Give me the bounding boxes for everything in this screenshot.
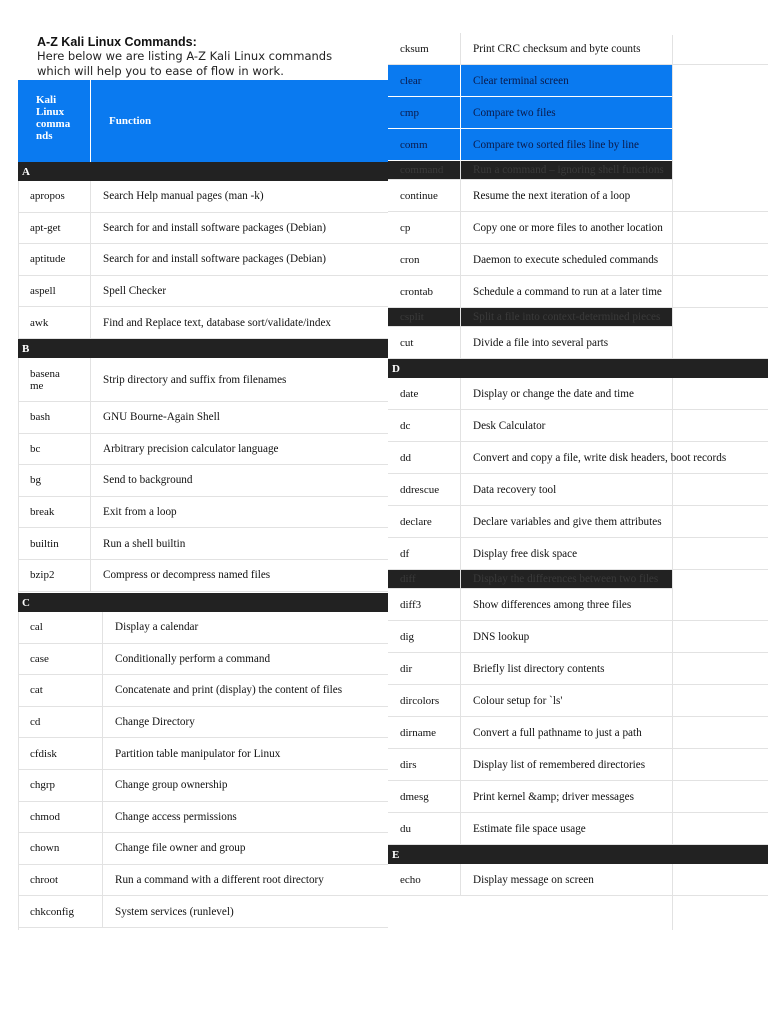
command-name: dirs — [388, 749, 461, 780]
command-name: cksum — [388, 33, 461, 64]
command-name: cd — [18, 707, 103, 738]
command-name: cmp — [388, 97, 461, 128]
command-description: System services (runlevel) — [115, 905, 234, 918]
command-name: break — [18, 497, 91, 528]
section-header-d: D — [388, 359, 768, 378]
command-name: chown — [18, 833, 103, 864]
table-row — [388, 161, 672, 180]
command-description: Split a file into context-determined pieces — [473, 311, 661, 323]
command-description: Data recovery tool — [473, 483, 557, 496]
table-row — [388, 813, 768, 845]
command-name: bg — [18, 465, 91, 496]
document-subtitle: Here below we are listing A-Z Kali Linux commands which will help you to ease of flow in work. — [37, 49, 333, 78]
table-row — [388, 244, 768, 276]
table-row — [18, 675, 388, 707]
command-description: Run a command – ignoring shell functions — [473, 164, 664, 176]
command-name: clear — [388, 65, 461, 96]
table-row — [388, 129, 672, 161]
command-description: Search for and install software packages (Debian) — [103, 221, 327, 234]
command-description: Change group ownership — [115, 779, 228, 792]
command-name: declare — [388, 506, 461, 537]
table-row — [388, 97, 672, 129]
command-description: Compare two files — [473, 106, 556, 119]
section-header-a: A — [18, 162, 388, 181]
command-name: crontab — [388, 276, 461, 307]
command-description: Compress or decompress named files — [103, 569, 271, 582]
command-description: Display message on screen — [473, 873, 594, 886]
command-name: bc — [18, 434, 91, 465]
table-row — [388, 653, 768, 685]
command-description: Schedule a command to run at a later time — [473, 285, 662, 298]
command-name: diff — [388, 570, 461, 588]
header-commands-label: Kali Linux comma nds — [18, 80, 91, 162]
table-row — [18, 402, 388, 434]
command-name: dd — [388, 442, 461, 473]
command-name: bash — [18, 402, 91, 433]
command-name: dmesg — [388, 781, 461, 812]
table-row — [18, 307, 388, 339]
command-description: Convert and copy a file, write disk headers, boot records — [473, 451, 727, 464]
command-description: Estimate file space usage — [473, 822, 586, 835]
command-name: chroot — [18, 865, 103, 896]
command-name: du — [388, 813, 461, 844]
table-row — [18, 738, 388, 770]
command-description: Exit from a loop — [103, 506, 177, 519]
command-name: dircolors — [388, 685, 461, 716]
table-row — [18, 802, 388, 834]
command-description: Run a command with a different root directory — [115, 874, 324, 887]
command-name: cp — [388, 212, 461, 243]
command-description: Compare two sorted files line by line — [473, 138, 639, 151]
command-description: Send to background — [103, 474, 193, 487]
command-description: Convert a full pathname to just a path — [473, 726, 642, 739]
command-description: Find and Replace text, database sort/validate/index — [103, 316, 332, 329]
table-row — [18, 244, 388, 276]
command-description: DNS lookup — [473, 630, 530, 643]
command-name: ddrescue — [388, 474, 461, 505]
command-name: comm — [388, 129, 461, 160]
command-name: dc — [388, 410, 461, 441]
table-row — [18, 770, 388, 802]
command-description: Print kernel &amp; driver messages — [473, 790, 634, 803]
table-row — [388, 180, 768, 212]
section-header-c: C — [18, 593, 388, 612]
command-name: chgrp — [18, 770, 103, 801]
table-row — [18, 896, 388, 928]
command-description: Run a shell builtin — [103, 537, 186, 550]
command-name: apt-get — [18, 213, 91, 244]
table-row — [388, 506, 768, 538]
table-row — [388, 538, 768, 570]
table-row — [388, 410, 768, 442]
table-row — [388, 308, 672, 327]
command-description: Briefly list directory contents — [473, 662, 605, 675]
table-row — [388, 749, 768, 781]
command-description: Print CRC checksum and byte counts — [473, 42, 641, 55]
command-description: Change Directory — [115, 716, 195, 729]
command-description: Display free disk space — [473, 547, 578, 560]
table-row — [18, 465, 388, 497]
command-name: builtin — [18, 528, 91, 559]
command-name: aspell — [18, 276, 91, 307]
command-name: aptitude — [18, 244, 91, 275]
command-name: cron — [388, 244, 461, 275]
command-description: Arbitrary precision calculator language — [103, 442, 279, 455]
table-row — [388, 621, 768, 653]
command-description: Resume the next iteration of a loop — [473, 189, 631, 202]
command-description: Display the differences between two files — [473, 573, 659, 585]
table-row — [388, 717, 768, 749]
table-row — [388, 33, 768, 65]
command-name: cut — [388, 327, 461, 358]
table-row — [388, 212, 768, 244]
table-row — [388, 589, 768, 621]
command-name: cal — [18, 612, 103, 643]
command-name: chmod — [18, 802, 103, 833]
command-description: Conditionally perform a command — [115, 652, 271, 665]
command-description: Copy one or more files to another location — [473, 221, 663, 234]
table-row — [18, 833, 388, 865]
header-function-label: Function — [109, 115, 152, 127]
command-description: Display a calendar — [115, 621, 199, 634]
command-name: csplit — [388, 308, 461, 326]
command-name: continue — [388, 180, 461, 211]
table-row — [388, 65, 672, 97]
command-description: Concatenate and print (display) the content of files — [115, 684, 343, 697]
table-row — [388, 442, 768, 474]
table-row — [18, 181, 388, 213]
section-header-b: B — [18, 339, 388, 358]
command-name: echo — [388, 864, 461, 895]
table-row — [18, 358, 388, 402]
command-name: dir — [388, 653, 461, 684]
command-description: GNU Bourne-Again Shell — [103, 411, 220, 424]
table-header — [18, 80, 388, 162]
command-name: basena me — [18, 358, 91, 401]
table-row — [388, 474, 768, 506]
table-row — [388, 570, 672, 589]
command-name: dig — [388, 621, 461, 652]
table-row — [388, 276, 768, 308]
command-name: apropos — [18, 181, 91, 212]
command-description: Declare variables and give them attributes — [473, 515, 662, 528]
command-name: bzip2 — [18, 560, 91, 591]
command-description: Partition table manipulator for Linux — [115, 747, 281, 760]
command-description: Search Help manual pages (man -k) — [103, 190, 264, 203]
command-name: cat — [18, 675, 103, 706]
table-row — [388, 781, 768, 813]
table-row — [18, 276, 388, 308]
table-row — [18, 497, 388, 529]
table-row — [18, 528, 388, 560]
command-description: Daemon to execute scheduled commands — [473, 253, 659, 266]
table-row — [18, 644, 388, 676]
table-row — [18, 560, 388, 592]
command-description: Colour setup for `ls' — [473, 694, 563, 707]
table-row — [388, 327, 768, 359]
command-description: Strip directory and suffix from filenames — [103, 373, 287, 386]
command-name: command — [388, 161, 461, 179]
table-row — [388, 378, 768, 410]
table-row — [388, 685, 768, 717]
document-title: A-Z Kali Linux Commands: — [37, 35, 197, 49]
table-row — [18, 434, 388, 466]
command-name: df — [388, 538, 461, 569]
command-name: date — [388, 378, 461, 409]
command-description: Desk Calculator — [473, 419, 546, 432]
table-row — [18, 865, 388, 897]
table-row — [18, 612, 388, 644]
command-name: case — [18, 644, 103, 675]
command-name: cfdisk — [18, 738, 103, 769]
table-row — [18, 213, 388, 245]
section-header-e: E — [388, 845, 768, 864]
command-name: awk — [18, 307, 91, 338]
command-description: Change access permissions — [115, 810, 237, 823]
command-description: Divide a file into several parts — [473, 336, 609, 349]
command-description: Change file owner and group — [115, 842, 246, 855]
table-row — [18, 707, 388, 739]
command-name: chkconfig — [18, 896, 103, 927]
table-row — [388, 864, 768, 896]
command-description: Clear terminal screen — [473, 74, 569, 87]
command-description: Display or change the date and time — [473, 387, 634, 400]
command-name: dirname — [388, 717, 461, 748]
command-description: Search for and install software packages (Debian) — [103, 253, 327, 266]
command-description: Spell Checker — [103, 285, 167, 298]
command-name: diff3 — [388, 589, 461, 620]
command-description: Display list of remembered directories — [473, 758, 646, 771]
command-description: Show differences among three files — [473, 598, 632, 611]
